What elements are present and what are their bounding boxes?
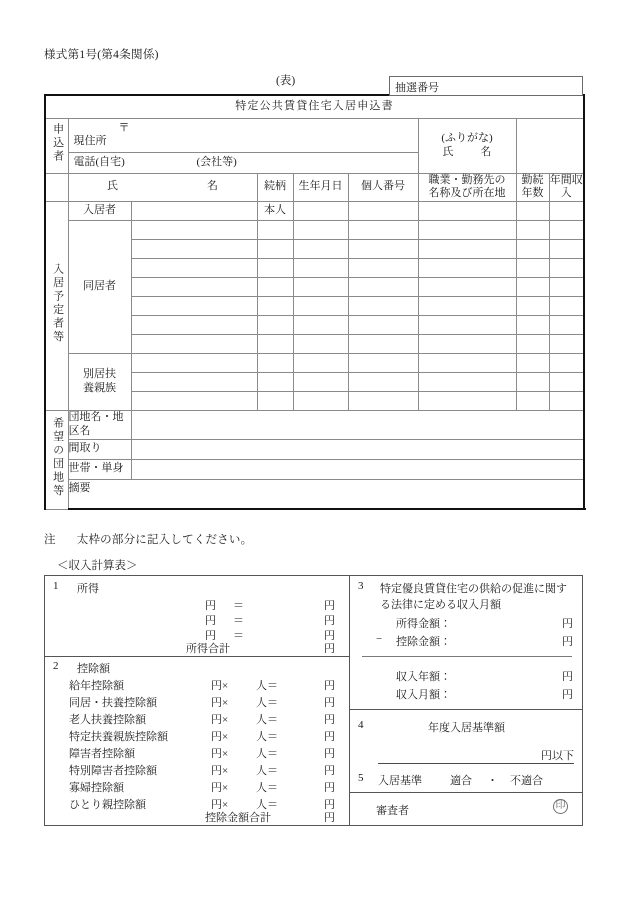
deduction-item-label: 障害者控除額: [69, 748, 135, 760]
cell-name[interactable]: [131, 240, 257, 259]
cell-birthdate[interactable]: [293, 392, 348, 411]
cell-occupation[interactable]: [418, 297, 516, 316]
deduction-yen: 円: [324, 680, 335, 692]
income-yen-unit: 円: [205, 630, 216, 642]
deduction-yen: 円: [324, 799, 335, 811]
deduction-yen: 円: [324, 731, 335, 743]
cell-name[interactable]: [131, 354, 257, 373]
cell-relation[interactable]: [257, 278, 293, 297]
income-total-label: 所得合計: [186, 643, 230, 655]
deduction-multiply: 円×: [211, 748, 229, 760]
cell-personal-number[interactable]: [348, 202, 418, 221]
law-monthly-income-row[interactable]: [350, 686, 582, 704]
deduction-persons: 人＝: [256, 799, 278, 811]
law-amount-label: 所得金額：: [396, 618, 451, 630]
cell-birthdate[interactable]: [293, 259, 348, 278]
cell-tenure[interactable]: [516, 221, 549, 240]
column-header-personal-number: 個人番号: [348, 173, 418, 202]
criteria-index: 5: [358, 772, 364, 784]
inspector-label: 審査者: [376, 805, 409, 817]
spacer-cell: [45, 173, 68, 202]
wish-field-estate[interactable]: [131, 411, 584, 440]
table-row: [45, 354, 584, 373]
column-header-occupation: 職業・勤務先の 名称及び所在地: [418, 173, 516, 202]
cell-occupation[interactable]: [418, 202, 516, 221]
deduction-multiply: 円×: [211, 680, 229, 692]
deduction-row[interactable]: [45, 677, 349, 695]
postal-mark-icon: 〒: [118, 121, 130, 134]
deduction-row[interactable]: [45, 762, 349, 780]
cell-relation[interactable]: [257, 316, 293, 335]
cell-tenure[interactable]: [516, 354, 549, 373]
cell-tenure[interactable]: [516, 373, 549, 392]
address-field[interactable]: [68, 118, 418, 152]
deduction-row[interactable]: [45, 728, 349, 746]
cell-personal-number[interactable]: [348, 316, 418, 335]
wish-field-household[interactable]: [131, 459, 584, 479]
deduction-multiply: 円×: [211, 765, 229, 777]
cell-occupation[interactable]: [418, 316, 516, 335]
cell-birthdate[interactable]: [293, 202, 348, 221]
deduction-multiply: 円×: [211, 697, 229, 709]
cell-name[interactable]: [131, 335, 257, 354]
cell-birthdate[interactable]: [293, 354, 348, 373]
deduction-item-label: 特別障害者控除額: [69, 765, 157, 777]
deduction-yen: 円: [324, 765, 335, 777]
cell-tenure[interactable]: [516, 297, 549, 316]
cell-personal-number[interactable]: [348, 240, 418, 259]
cell-annual-income[interactable]: [549, 335, 584, 354]
deduction-yen: 円: [324, 748, 335, 760]
wish-label-household: 世帯・単身: [68, 459, 131, 479]
row-label-cohabitant: 同居者: [68, 221, 131, 354]
cell-relation[interactable]: [257, 240, 293, 259]
deduction-item-label: ひとり親控除額: [69, 799, 146, 811]
deduction-section: [45, 657, 349, 825]
law-deduction-amount-row[interactable]: [350, 633, 582, 651]
deduction-persons: 人＝: [256, 765, 278, 777]
income-total-unit: 円: [324, 643, 335, 655]
standard-title: 年度入居基準額: [428, 722, 505, 734]
standard-amount-section: [350, 710, 582, 766]
cell-annual-income[interactable]: [549, 297, 584, 316]
cell-occupation[interactable]: [418, 392, 516, 411]
column-header-annual-income: 年間収入: [549, 173, 584, 202]
law-monthly-label: 収入月額：: [396, 689, 451, 701]
cell-annual-income[interactable]: [549, 316, 584, 335]
application-form-table: [44, 94, 585, 510]
law-amount-unit: 円: [562, 618, 573, 630]
cell-tenure[interactable]: [516, 316, 549, 335]
income-section: [45, 576, 349, 657]
deduction-row[interactable]: [45, 745, 349, 763]
form-code: 様式第1号(第4条関係): [44, 49, 159, 61]
cell-annual-income[interactable]: [549, 278, 584, 297]
income-equals: ＝: [233, 630, 244, 642]
law-income-section: [350, 576, 582, 710]
furigana-label: (ふりがな): [441, 131, 493, 144]
deduction-yen: 円: [324, 782, 335, 794]
deduction-item-label: 寡婦控除額: [69, 782, 124, 794]
cell-occupation[interactable]: [418, 354, 516, 373]
income-total-row: [45, 640, 349, 657]
name-heading-cell: [418, 118, 516, 173]
cell-personal-number[interactable]: [348, 297, 418, 316]
deduction-index: 2: [53, 660, 59, 672]
cell-name[interactable]: [131, 297, 257, 316]
cell-birthdate[interactable]: [293, 221, 348, 240]
cell-relation[interactable]: [257, 392, 293, 411]
cell-annual-income[interactable]: [549, 354, 584, 373]
cell-name[interactable]: [131, 259, 257, 278]
deduction-persons: 人＝: [256, 680, 278, 692]
seal-icon[interactable]: 印: [553, 799, 568, 814]
cell-birthdate[interactable]: [293, 297, 348, 316]
cell-relation[interactable]: [257, 373, 293, 392]
table-row: [45, 221, 584, 240]
address-label: 現住所: [73, 134, 107, 147]
criteria-section: [350, 766, 582, 793]
cell-annual-income[interactable]: [549, 392, 584, 411]
row-label-dependent: 別居扶 養親族: [68, 354, 131, 411]
tel-home-label: 電話(自宅): [73, 155, 125, 168]
wish-section-label: 希望の団地等: [45, 411, 68, 510]
law-annual-income-row[interactable]: [350, 668, 582, 686]
income-calculation-table: [44, 575, 583, 826]
cell-annual-income[interactable]: [549, 373, 584, 392]
cell-birthdate[interactable]: [293, 373, 348, 392]
cell-annual-income[interactable]: [549, 221, 584, 240]
law-index: 3: [358, 580, 364, 592]
income-result-unit: 円: [324, 630, 335, 642]
cell-annual-income[interactable]: [549, 259, 584, 278]
cell-tenure[interactable]: [516, 259, 549, 278]
cell-personal-number[interactable]: [348, 354, 418, 373]
income-calc-right-column: [350, 576, 582, 825]
note-marker: 注: [44, 534, 56, 546]
cell-relation-self: 本人: [257, 202, 293, 221]
deduction-total-row: [45, 809, 349, 826]
law-income-amount-row[interactable]: [350, 615, 582, 633]
cell-relation[interactable]: [257, 354, 293, 373]
cell-name[interactable]: [131, 392, 257, 411]
cell-name[interactable]: [131, 221, 257, 240]
tel-company-label: (会社等): [196, 155, 237, 168]
cell-occupation[interactable]: [418, 259, 516, 278]
income-calc-title: ＜収入計算表＞: [57, 560, 138, 572]
cell-annual-income[interactable]: [549, 240, 584, 259]
cell-occupation[interactable]: [418, 335, 516, 354]
side-label: (表): [276, 75, 296, 87]
deduction-item-label: 同居・扶養控除額: [69, 697, 157, 709]
cell-personal-number[interactable]: [348, 373, 418, 392]
law-sign: −: [376, 633, 383, 645]
deduction-total-label: 控除金額合計: [205, 812, 271, 824]
standard-suffix: 円以下: [541, 750, 574, 762]
criteria-option-pass[interactable]: 適合: [450, 775, 472, 787]
law-title-line1: 特定優良賃貸住宅の供給の促進に関す: [380, 583, 567, 595]
deduction-multiply: 円×: [211, 714, 229, 726]
income-index: 1: [53, 580, 59, 592]
deduction-item-label: 老人扶養控除額: [69, 714, 146, 726]
cell-annual-income[interactable]: [549, 202, 584, 221]
law-title-line2: る法律に定める収入月額: [380, 599, 501, 611]
cell-occupation[interactable]: [418, 373, 516, 392]
income-result-unit: 円: [324, 600, 335, 612]
deduction-multiply: 円×: [211, 731, 229, 743]
cell-personal-number[interactable]: [348, 259, 418, 278]
applicant-section-label: 申込者: [45, 118, 68, 173]
income-yen-unit: 円: [205, 615, 216, 627]
standard-index: 4: [358, 719, 364, 731]
law-annual-unit: 円: [562, 671, 573, 683]
lottery-number-label: 抽選番号: [395, 82, 439, 94]
cell-occupation[interactable]: [418, 278, 516, 297]
deduction-item-label: 特定扶養親族控除額: [69, 731, 168, 743]
cell-personal-number[interactable]: [348, 278, 418, 297]
deduction-multiply: 円×: [211, 782, 229, 794]
deduction-label: 控除額: [77, 663, 110, 675]
law-divider-rule: [362, 656, 572, 657]
inspector-section: [350, 793, 582, 826]
law-amount-unit: 円: [562, 636, 573, 648]
note: [44, 531, 252, 547]
cell-personal-number[interactable]: [348, 392, 418, 411]
cell-name[interactable]: [131, 202, 257, 221]
name-label: 氏 名: [442, 145, 500, 158]
cell-occupation[interactable]: [418, 221, 516, 240]
cell-tenure[interactable]: [516, 202, 549, 221]
form-title: 特定公共賃貸住宅入居申込書: [45, 95, 584, 118]
income-equals: ＝: [233, 600, 244, 612]
applicant-name-field[interactable]: [516, 118, 584, 173]
note-text: 太枠の部分に記入してください。: [76, 534, 253, 546]
wish-label-remarks: 摘要: [68, 479, 584, 509]
law-annual-label: 収入年額：: [396, 671, 451, 683]
cell-tenure[interactable]: [516, 240, 549, 259]
lottery-number-box[interactable]: [389, 76, 583, 96]
column-header-relation: 続柄: [257, 173, 293, 202]
row-label-applicant: 入居者: [68, 202, 131, 221]
cell-birthdate[interactable]: [293, 240, 348, 259]
deduction-persons: 人＝: [256, 697, 278, 709]
cell-birthdate[interactable]: [293, 335, 348, 354]
income-calc-left-column: [45, 576, 350, 825]
deduction-yen: 円: [324, 697, 335, 709]
standard-amount-field[interactable]: [378, 750, 574, 764]
deduction-persons: 人＝: [256, 731, 278, 743]
deduction-row[interactable]: [45, 711, 349, 729]
cell-name[interactable]: [131, 316, 257, 335]
deduction-row[interactable]: [45, 694, 349, 712]
law-monthly-unit: 円: [562, 689, 573, 701]
deduction-persons: 人＝: [256, 782, 278, 794]
cell-tenure[interactable]: [516, 392, 549, 411]
cell-relation[interactable]: [257, 221, 293, 240]
cell-tenure[interactable]: [516, 335, 549, 354]
resident-section-label: 入居予定者等: [45, 202, 68, 411]
column-header-tenure: 勤続 年数: [516, 173, 549, 202]
income-result-unit: 円: [324, 615, 335, 627]
cell-personal-number[interactable]: [348, 335, 418, 354]
deduction-multiply: 円×: [211, 799, 229, 811]
deduction-row[interactable]: [45, 779, 349, 797]
cell-relation[interactable]: [257, 297, 293, 316]
column-header-name: 氏 名: [68, 173, 257, 202]
income-yen-unit: 円: [205, 600, 216, 612]
law-amount-label: 控除金額：: [396, 636, 451, 648]
deduction-persons: 人＝: [256, 748, 278, 760]
criteria-separator: ・: [487, 775, 498, 787]
income-equals: ＝: [233, 615, 244, 627]
cell-relation[interactable]: [257, 335, 293, 354]
cell-name[interactable]: [131, 373, 257, 392]
deduction-total-unit: 円: [324, 812, 335, 824]
cell-relation[interactable]: [257, 259, 293, 278]
deduction-persons: 人＝: [256, 714, 278, 726]
deduction-item-label: 給年控除額: [69, 680, 124, 692]
cell-birthdate[interactable]: [293, 316, 348, 335]
cell-personal-number[interactable]: [348, 221, 418, 240]
deduction-yen: 円: [324, 714, 335, 726]
wish-label-layout: 間取り: [68, 439, 131, 459]
criteria-label: 入居基準: [378, 775, 422, 787]
wish-label-estate: 団地名・地区名: [68, 411, 131, 440]
telephone-field[interactable]: [68, 152, 418, 173]
cell-birthdate[interactable]: [293, 278, 348, 297]
cell-name[interactable]: [131, 278, 257, 297]
income-label: 所得: [77, 583, 99, 595]
cell-occupation[interactable]: [418, 240, 516, 259]
criteria-option-fail[interactable]: 不適合: [510, 775, 543, 787]
cell-tenure[interactable]: [516, 278, 549, 297]
wish-field-layout[interactable]: [131, 439, 584, 459]
column-header-birthdate: 生年月日: [293, 173, 348, 202]
